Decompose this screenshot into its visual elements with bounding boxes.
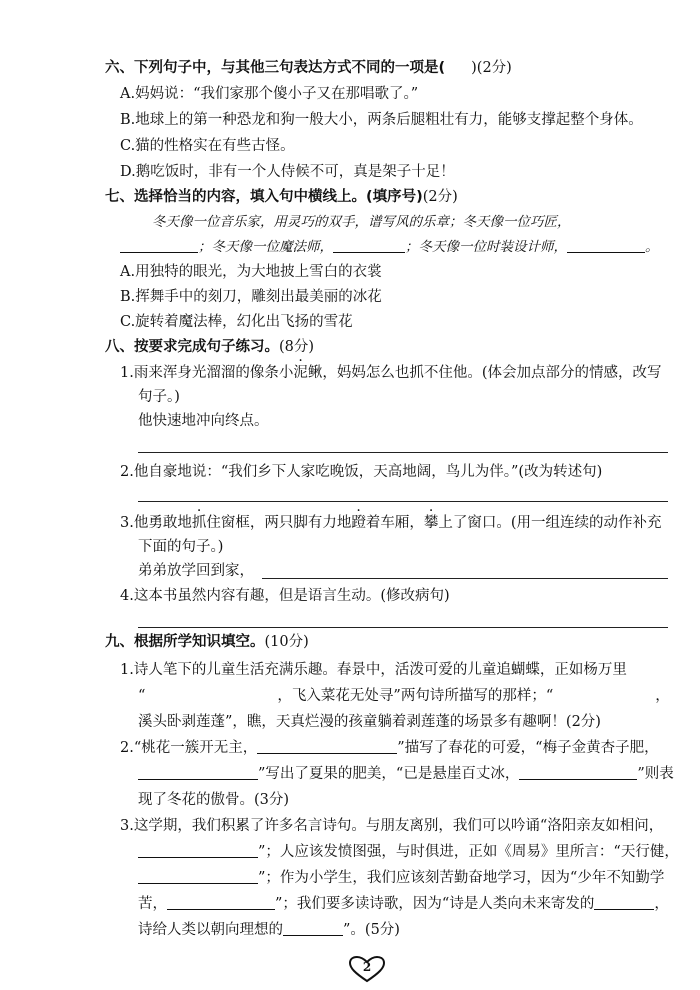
q9-item2-line2: ”写出了夏果的肥美，“已是悬崖百丈冰， ”则表 <box>138 764 674 784</box>
q9-item3-line4: 苦， ”；我们要多读诗歌，因为“诗是人类向未来寄发的 ， <box>138 896 669 912</box>
q9-item1-line3: 溪头卧剥莲蓬”，瞧，天真烂漫的孩童躺着剥莲蓬的场景多有趣啊！(2分) <box>138 714 601 730</box>
q9-blank-5[interactable] <box>519 765 637 780</box>
q7-option-b: B.挥舞手中的刻刀，雕刻出最美丽的冰花 <box>120 289 382 305</box>
q9-title: 九、根据所学知识填空。(10分) <box>105 634 309 650</box>
q9-item2-line1: 2.“桃花一簇开无主， ”描写了春花的可爱，“梅子金黄杏子肥， <box>120 740 659 756</box>
q9-item2-line3: 现了冬花的傲骨。(3分) <box>138 792 290 808</box>
q6-title: 六、下列句子中，与其他三句表达方式不同的一项是( )(2分) <box>105 60 512 76</box>
q9-item3-line2: ”；人应该发愤图强，与时俱进，正如《周易》里所言：“天行健， <box>138 842 679 862</box>
q9-blank-9[interactable] <box>594 895 654 910</box>
q8-title: 八、按要求完成句子练习。(8分) <box>105 339 315 355</box>
q9-item3-line5: 诗给人类以朝向理想的 ”。(5分) <box>138 922 400 938</box>
q8-item1-answer-prompt: 他快速地冲向终点。 <box>138 413 269 429</box>
q8-item3-answer-line[interactable] <box>262 578 668 579</box>
q9-blank-6[interactable] <box>138 843 258 858</box>
q7-option-c: C.旋转着魔法棒，幻化出飞扬的雪花 <box>120 314 353 330</box>
q9-item1-line2: “ ，飞入菜花无处寻”两句诗所描写的那样；“ ， <box>138 688 670 704</box>
q7-passage-line1: 冬天像一位音乐家，用灵巧的双手，谱写风的乐章；冬天像一位巧匠， <box>152 214 571 230</box>
q6-option-d: D.鹅吃饭时，非有一个人侍候不可，真是架子十足！ <box>120 164 455 180</box>
q7-passage-line2: ；冬天像一位魔法师， ；冬天像一位时装设计师， 。 <box>120 237 659 257</box>
q6-option-a: A.妈妈说：“我们家那个傻小子又在那唱歌了。” <box>120 86 419 102</box>
q9-blank-4[interactable] <box>138 765 258 780</box>
q8-item2-answer-line[interactable] <box>138 501 668 502</box>
page-number-badge <box>347 955 387 983</box>
q8-item3-cont: 下面的句子。) <box>138 539 224 555</box>
q9-blank-7[interactable] <box>138 869 258 884</box>
q8-item4: 4.这本书虽然内容有趣，但是语言生动。(修改病句) <box>120 588 450 604</box>
q8-item4-answer-line[interactable] <box>138 627 668 628</box>
q9-blank-8[interactable] <box>167 895 275 910</box>
q8-item1: 1.雨来浑身光溜溜的像条小泥鳅，妈妈怎么也抓不住他。(体会加点部分的情感，改写 <box>120 365 662 381</box>
q8-item2: 2.他自豪地说：“我们乡下人家吃晚饭，天高地阔，鸟儿为伴。”(改为转述句) <box>120 464 603 480</box>
q9-blank-3[interactable] <box>257 739 397 754</box>
q9-item3-line1: 3.这学期，我们积累了许多名言诗句。与朋友离别，我们可以吟诵“洛阳亲友如相问， <box>120 818 664 834</box>
q6-option-c: C.猫的性格实在有些古怪。 <box>120 138 295 154</box>
q7-title: 七、选择恰当的内容，填入句中横线上。(填序号)(2分) <box>105 189 458 205</box>
q9-item1-line1: 1.诗人笔下的儿童生活充满乐趣。春景中，活泼可爱的儿童追蝴蝶，正如杨万里 <box>120 662 627 678</box>
q8-item3-answer-prompt: 弟弟放学回到家， <box>138 563 254 579</box>
q9-blank-10[interactable] <box>283 921 343 936</box>
q8-item1-cont: 句子。) <box>138 389 180 405</box>
q8-item1-answer-line[interactable] <box>138 452 668 453</box>
q8-item3: 3.他勇敢地抓住窗框，两只脚有力地蹬着车厢，攀上了窗口。(用一组连续的动作补充 <box>120 515 662 531</box>
q7-blank-2[interactable] <box>333 238 405 253</box>
q6-option-b: B.地球上的第一种恐龙和狗一般大小，两条后腿粗壮有力，能够支撑起整个身体。 <box>120 112 643 128</box>
q9-item3-line3: ”；作为小学生，我们应该刻苦勤奋地学习，因为“少年不知勤学 <box>138 868 664 888</box>
page-number: 2 <box>362 960 372 974</box>
q7-blank-3[interactable] <box>567 238 645 253</box>
q8-item1-emphasis: 小泥鳅 <box>278 365 323 381</box>
q7-blank-1[interactable] <box>120 238 198 253</box>
q7-option-a: A.用独特的眼光，为大地披上雪白的衣裳 <box>120 264 382 280</box>
